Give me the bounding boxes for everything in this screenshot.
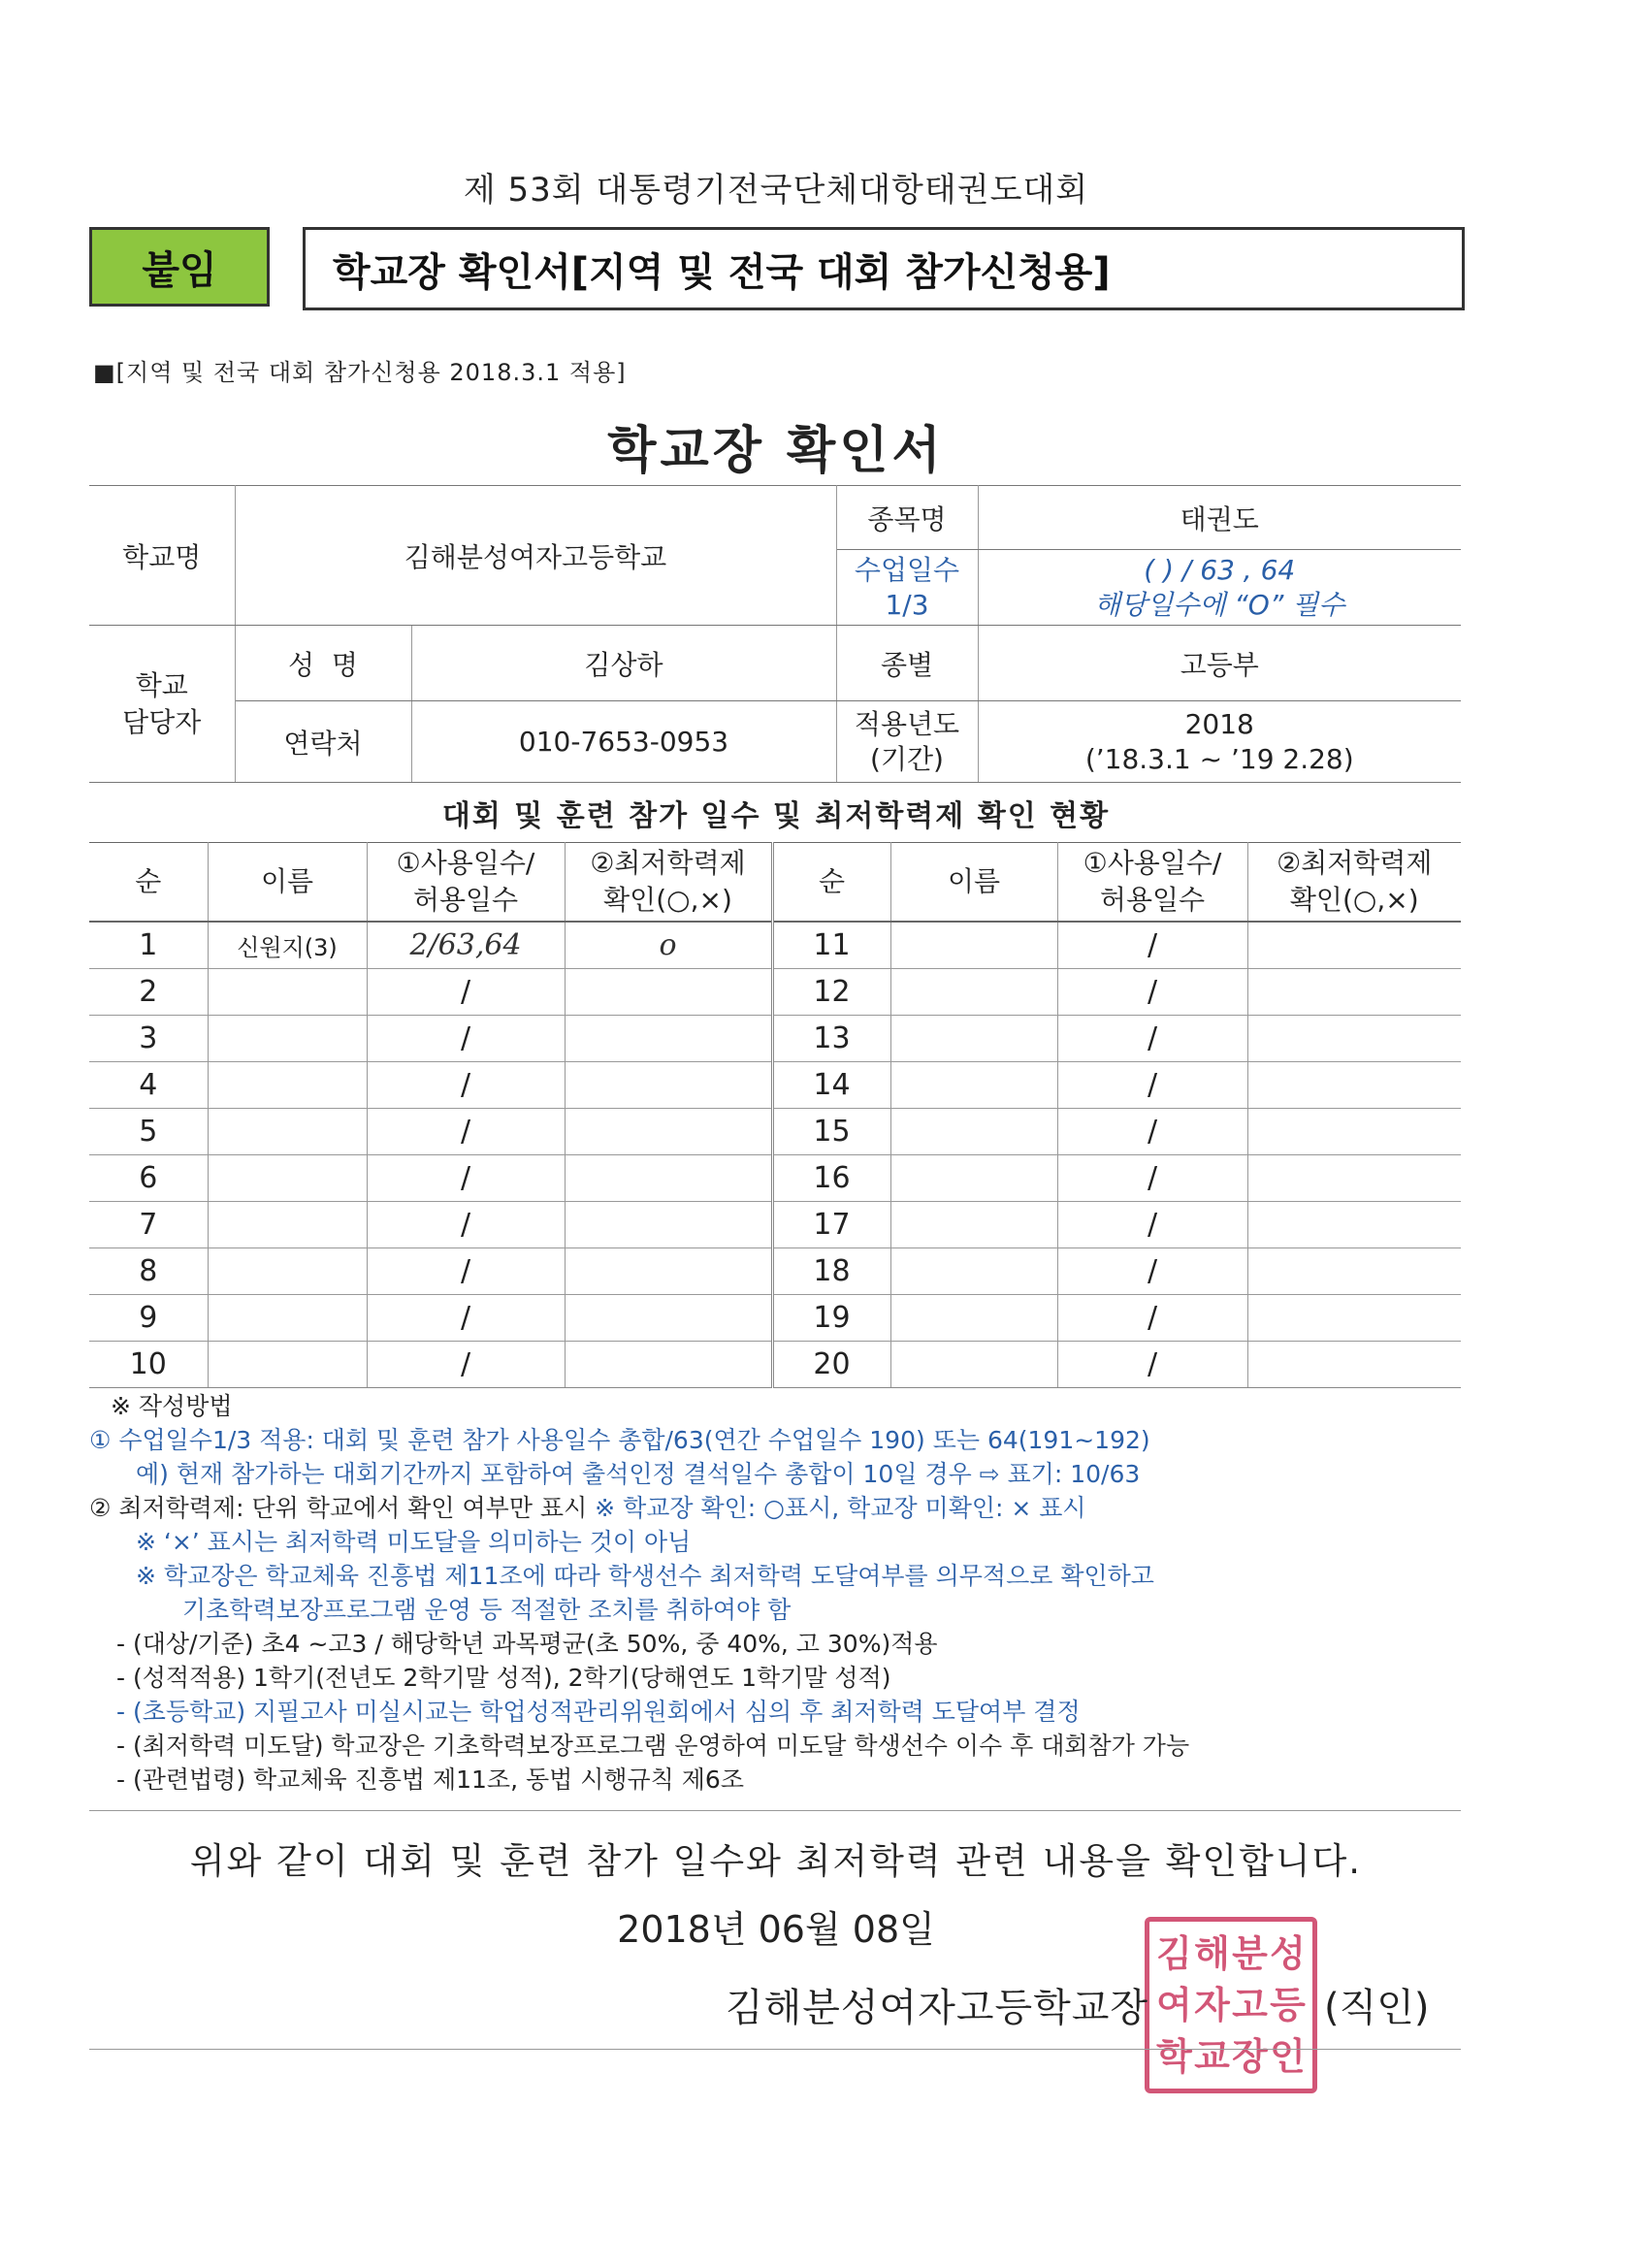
row-number: 7 (89, 1202, 208, 1248)
row-number: 6 (89, 1155, 208, 1202)
row-number: 8 (89, 1248, 208, 1295)
header-name: 이름 (208, 843, 367, 923)
class-days-note: 해당일수에 “O” 필수 (1094, 588, 1345, 621)
school-label: 학교명 (89, 486, 235, 626)
table-row (89, 1109, 1461, 1155)
row-number: 3 (89, 1016, 208, 1062)
table-row (89, 1155, 1461, 1202)
stamp-char: 성 (1270, 1930, 1306, 1975)
days-used-field[interactable]: / (1057, 1016, 1247, 1062)
stamp-char: 해 (1194, 1930, 1230, 1975)
row-number: 1 (89, 922, 208, 969)
row-number: 15 (772, 1109, 890, 1155)
participant-name-field[interactable] (890, 1016, 1057, 1062)
division-value: 고등부 (978, 626, 1461, 701)
participant-name-field[interactable] (208, 1155, 367, 1202)
header-min (565, 843, 772, 923)
days-used-field[interactable]: 2/63,64 (367, 922, 565, 969)
days-used-field[interactable]: / (367, 969, 565, 1016)
instruction-dash-5: - (관련법령) 학교체육 진흥법 제11조, 동법 시행규칙 제6조 (116, 1766, 744, 1794)
row-number: 19 (772, 1295, 890, 1342)
divider (89, 1810, 1461, 1811)
header-name-right: 이름 (890, 843, 1057, 923)
instruction-2-text: ② 최저학력제: 단위 학교에서 확인 여부만 표시 (89, 1494, 596, 1522)
days-used-field[interactable]: / (1057, 1109, 1247, 1155)
participant-name-field[interactable] (208, 1109, 367, 1155)
min-academic-check-field[interactable] (565, 1295, 772, 1342)
participant-name-field[interactable] (208, 1062, 367, 1109)
row-number: 18 (772, 1248, 890, 1295)
min-academic-check-field[interactable] (565, 1202, 772, 1248)
participant-name-field[interactable] (208, 1016, 367, 1062)
table-row (89, 1295, 1461, 1342)
name-value: 김상하 (411, 626, 836, 701)
row-number: 16 (772, 1155, 890, 1202)
participant-name-field[interactable] (890, 1248, 1057, 1295)
row-number: 17 (772, 1202, 890, 1248)
instruction-1-line1: ① 수업일수1/3 적용: 대회 및 훈련 참가 사용일수 총합/63(연간 수업일수 190) 또는 64(191~192) (89, 1426, 1150, 1454)
confirmation-text: 위와 같이 대회 및 훈련 참가 일수와 최저학력 관련 내용을 확인합니다. (189, 1840, 1363, 1882)
header-min-right (1247, 843, 1461, 923)
instruction-2-line1 (89, 1491, 1486, 1525)
min-academic-check-field[interactable] (1247, 1155, 1461, 1202)
divider-end (89, 2049, 1461, 2050)
header-no: 순 (89, 843, 208, 923)
row-number: 5 (89, 1109, 208, 1155)
participant-name-field[interactable] (208, 969, 367, 1016)
table-row (89, 969, 1461, 1016)
participant-name-field[interactable] (890, 1342, 1057, 1388)
days-used-field[interactable]: / (1057, 1155, 1247, 1202)
min-academic-check-field[interactable] (1247, 1109, 1461, 1155)
min-academic-check-field[interactable] (1247, 1016, 1461, 1062)
participant-name-field[interactable]: 신원지(3) (208, 922, 367, 969)
days-used-field[interactable]: / (367, 1062, 565, 1109)
days-used-field[interactable]: / (367, 1202, 565, 1248)
participant-name-field[interactable] (890, 969, 1057, 1016)
participant-name-field[interactable] (890, 1062, 1057, 1109)
days-used-field[interactable]: / (367, 1295, 565, 1342)
participant-name-field[interactable] (208, 1342, 367, 1388)
stamp-char: 분 (1232, 1930, 1268, 1975)
row-number: 14 (772, 1062, 890, 1109)
min-academic-check-field[interactable] (565, 1062, 772, 1109)
instructions-heading: ※ 작성방법 (111, 1392, 233, 1420)
table-row (89, 1202, 1461, 1248)
days-used-field[interactable]: / (367, 1342, 565, 1388)
instruction-dash-3: - (초등학교) 지필고사 미실시교는 학업성적관리위원회에서 심의 후 최저학력 도달여부 결정 (116, 1698, 1081, 1726)
instruction-2-note: ※ 학교장 확인: ○표시, 학교장 미확인: × 표시 (595, 1494, 1086, 1522)
seal-label: (직인) (1324, 1986, 1430, 2030)
official-seal-stamp (1145, 1917, 1317, 2093)
row-number: 10 (89, 1342, 208, 1388)
instruction-dash-4: - (최저학력 미도달) 학교장은 기초학력보장프로그램 운영하여 미도달 학생선수 이수 후 대회참가 가능 (116, 1732, 1190, 1760)
class-days-label (836, 550, 978, 626)
header-days (367, 843, 565, 923)
days-used-field[interactable]: / (367, 1109, 565, 1155)
stamp-char: 인 (1270, 2034, 1306, 2079)
instructions (89, 1389, 1486, 1797)
instruction-dash-1: - (대상/기준) 초4 ~고3 / 해당학년 과목평균(초 50%, 중 40%, 고 30%)적용 (116, 1630, 938, 1658)
min-academic-check-field[interactable] (565, 969, 772, 1016)
min-academic-check-field[interactable] (565, 1109, 772, 1155)
instruction-2-line4: 기초학력보장프로그램 운영 등 적절한 조치를 취하여야 함 (182, 1596, 792, 1624)
table-row (89, 1016, 1461, 1062)
stamp-char: 학 (1156, 2034, 1192, 2079)
days-used-field[interactable]: / (1057, 1342, 1247, 1388)
event-title: 제 53회 대통령기전국단체대항태권도대회 (463, 171, 1089, 210)
instruction-dash-2: - (성적적용) 1학기(전년도 2학기말 성적), 2학기(당해연도 1학기말 성적) (116, 1664, 891, 1692)
stamp-char: 자 (1194, 1982, 1230, 2026)
row-number: 13 (772, 1016, 890, 1062)
days-used-field[interactable]: / (367, 1155, 565, 1202)
participant-name-field[interactable] (890, 922, 1057, 969)
min-academic-check-field[interactable] (565, 1342, 772, 1388)
attachment-badge: 붙임 (89, 227, 270, 307)
row-number: 2 (89, 969, 208, 1016)
stamp-char: 교 (1194, 2034, 1230, 2079)
participant-name-field[interactable] (208, 1248, 367, 1295)
status-section-title: 대회 및 훈련 참가 일수 및 최저학력제 확인 현황 (441, 799, 1111, 833)
min-academic-check-field[interactable] (565, 1016, 772, 1062)
row-number: 20 (772, 1342, 890, 1388)
class-days-label-line2: 1/3 (885, 588, 929, 621)
min-academic-check-field[interactable] (1247, 1295, 1461, 1342)
days-used-field[interactable]: / (1057, 1248, 1247, 1295)
min-academic-check-field[interactable] (565, 1248, 772, 1295)
contact-person-label (89, 626, 235, 783)
document-banner: 학교장 확인서[지역 및 전국 대회 참가신청용] (303, 227, 1465, 310)
school-name: 김해분성여자고등학교 (235, 486, 836, 626)
days-used-field[interactable]: / (367, 1248, 565, 1295)
participant-name-field[interactable] (890, 1155, 1057, 1202)
class-days-label-line1: 수업일수 (854, 553, 960, 586)
sport-label: 종목명 (836, 486, 978, 550)
stamp-char: 장 (1232, 2034, 1268, 2079)
stamp-char: 김 (1156, 1930, 1192, 1975)
row-number: 4 (89, 1062, 208, 1109)
year-period: (’18.3.1 ~ ’19 2.28) (1084, 742, 1354, 775)
page-title: 학교장 확인서 (607, 422, 945, 480)
header-min-line1: ②최저학력제 (590, 847, 746, 879)
year-value: 2018 (1184, 707, 1254, 740)
instruction-2-line3: ※ 학교장은 학교체육 진흥법 제11조에 따라 학생선수 최저학력 도달여부를 의무적으로 확인하고 (136, 1562, 1154, 1590)
table-row (89, 1342, 1461, 1388)
header-min-right-line2: 확인(○,×) (1289, 884, 1419, 916)
signature-date: 2018년 06월 08일 (617, 1908, 935, 1951)
header-days-line1: ①사용일수/ (396, 847, 535, 879)
min-academic-check-field[interactable] (1247, 922, 1461, 969)
table-row (89, 1062, 1461, 1109)
min-academic-check-field[interactable]: o (565, 922, 772, 969)
days-used-field[interactable]: / (1057, 1202, 1247, 1248)
year-field (978, 701, 1461, 783)
min-academic-check-field[interactable] (1247, 1062, 1461, 1109)
instruction-2-line2: ※ ‘×’ 표시는 최저학력 미도달을 의미하는 것이 아님 (136, 1528, 692, 1556)
min-academic-check-field[interactable] (1247, 1248, 1461, 1295)
header-min-line2: 확인(○,×) (603, 884, 732, 916)
min-academic-check-field[interactable] (565, 1155, 772, 1202)
year-label (836, 701, 978, 783)
days-used-field[interactable]: / (367, 1016, 565, 1062)
instruction-1-line2: 예) 현재 참가하는 대회기간까지 포함하여 출석인정 결석일수 총합이 10일 경우 ⇨ 표기: 10/63 (136, 1460, 1141, 1488)
participant-name-field[interactable] (890, 1202, 1057, 1248)
phone-label: 연락처 (235, 701, 411, 783)
class-days-value: ( ) / 63 , 64 (1144, 553, 1296, 586)
apply-note: ■[지역 및 전국 대회 참가신청용 2018.3.1 적용] (93, 359, 627, 386)
stamp-char: 여 (1156, 1982, 1192, 2026)
participant-name-field[interactable] (208, 1295, 367, 1342)
row-number: 11 (772, 922, 890, 969)
row-number: 9 (89, 1295, 208, 1342)
stamp-char: 고 (1232, 1982, 1268, 2026)
contact-label-line2: 담당자 (122, 705, 202, 738)
stamp-char: 등 (1270, 1982, 1306, 2026)
phone-value: 010-7653-0953 (411, 701, 836, 783)
signer-name: 김해분성여자고등학교장 (726, 1986, 1149, 2030)
days-used-field[interactable]: / (1057, 1295, 1247, 1342)
year-label-line1: 적용년도 (854, 707, 960, 740)
info-table (89, 485, 1461, 783)
days-used-field[interactable]: / (1057, 922, 1247, 969)
table-row (89, 1248, 1461, 1295)
participants-table (89, 842, 1461, 1388)
header-no-right: 순 (772, 843, 890, 923)
sport-value: 태권도 (978, 486, 1461, 550)
class-days-field[interactable] (978, 550, 1461, 626)
year-label-line2: (기간) (870, 742, 944, 775)
header-days-line2: 허용일수 (412, 884, 519, 916)
row-number: 12 (772, 969, 890, 1016)
header-days-right-line2: 허용일수 (1099, 884, 1206, 916)
header-days-right-line1: ①사용일수/ (1083, 847, 1222, 879)
participant-name-field[interactable] (890, 1109, 1057, 1155)
participant-name-field[interactable] (208, 1202, 367, 1248)
participant-name-field[interactable] (890, 1295, 1057, 1342)
min-academic-check-field[interactable] (1247, 1202, 1461, 1248)
contact-label-line1: 학교 (135, 668, 188, 701)
name-label: 성 명 (235, 626, 411, 701)
min-academic-check-field[interactable] (1247, 1342, 1461, 1388)
min-academic-check-field[interactable] (1247, 969, 1461, 1016)
days-used-field[interactable]: / (1057, 969, 1247, 1016)
days-used-field[interactable]: / (1057, 1062, 1247, 1109)
table-row (89, 922, 1461, 969)
division-label: 종별 (836, 626, 978, 701)
header-days-right (1057, 843, 1247, 923)
header-min-right-line1: ②최저학력제 (1277, 847, 1433, 879)
